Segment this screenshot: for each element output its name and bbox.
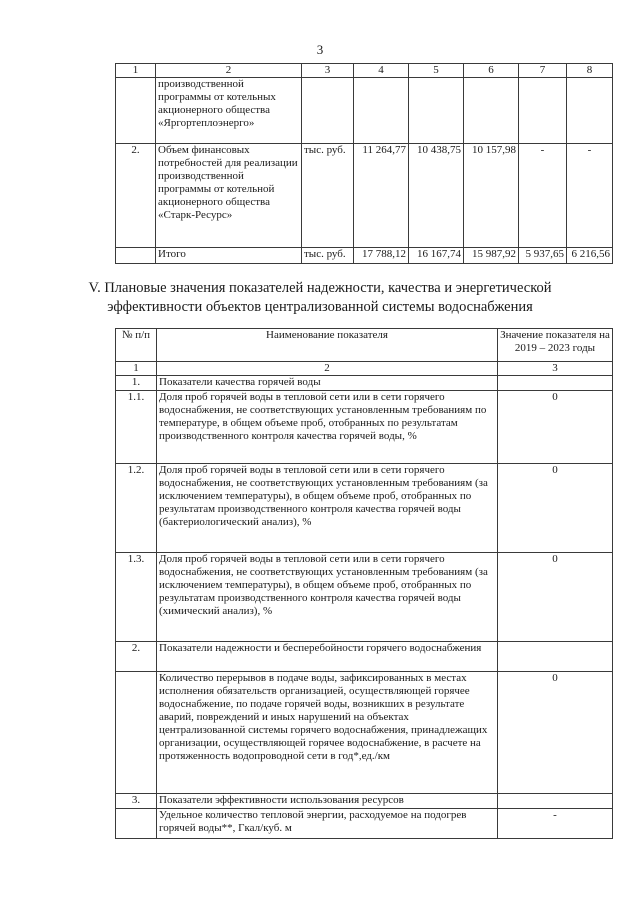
- row-name: Количество перерывов в подаче воды, зафиксированных в местах исполнения обязательств организацией, осуществляющей горячее водоснабжение, по подаче горячей воды, возникших в результате аварий, повреждений и иных нарушений на объектах централизованной системы горячего водоснабжения, принадлежащих организации, осуществляющей горячее водоснабжение, в расчете на протяженность водопроводной сети в год*,ед./км: [157, 672, 498, 794]
- row-value: 0: [498, 391, 613, 464]
- row-number: 1.3.: [116, 553, 157, 642]
- section-title-line-1: V. Плановые значения показателей надежности, качества и энергетической: [88, 280, 552, 296]
- table1-head-8: 8: [567, 64, 613, 78]
- subhead-1: 1: [116, 362, 157, 376]
- row-number: [116, 78, 156, 144]
- row-value-8: -: [567, 144, 613, 248]
- table1-head-7: 7: [519, 64, 567, 78]
- row-name: Доля проб горячей воды в тепловой сети или в сети горячего водоснабжения, не соответствующих установленным требованиям (за исключением температуры), в общем объеме проб, отобранных по результатам производственного контроля качества горячей воды (химический анализ), %: [157, 553, 498, 642]
- row-value-6: 15 987,92: [464, 248, 519, 264]
- row-unit: тыс. руб.: [302, 248, 354, 264]
- row-unit: тыс. руб.: [302, 144, 354, 248]
- row-value-5: [409, 78, 464, 144]
- indicators-table: [115, 328, 613, 839]
- subhead-3: 3: [498, 362, 613, 376]
- table-row: [116, 464, 613, 553]
- table1-head-4: 4: [354, 64, 409, 78]
- row-number: 3.: [116, 794, 157, 809]
- table-row: [116, 794, 613, 809]
- row-value-6: 10 157,98: [464, 144, 519, 248]
- section-title-line-2: эффективности объектов централизованной системы водоснабжения: [107, 299, 533, 315]
- row-name: Показатели качества горячей воды: [157, 376, 498, 391]
- table-row: [116, 78, 613, 144]
- row-value: 0: [498, 553, 613, 642]
- page-number: 3: [316, 42, 324, 57]
- head-number: № п/п: [116, 329, 157, 362]
- row-value: [498, 642, 613, 672]
- table1-head-1: 1: [116, 64, 156, 78]
- row-name: Показатели эффективности использования ресурсов: [157, 794, 498, 809]
- row-value-5: 16 167,74: [409, 248, 464, 264]
- row-name: Показатели надежности и бесперебойности горячего водоснабжения: [157, 642, 498, 672]
- row-value-4: 11 264,77: [354, 144, 409, 248]
- row-unit: [302, 78, 354, 144]
- row-value-7: [519, 78, 567, 144]
- table1-head-3: 3: [302, 64, 354, 78]
- row-name: Удельное количество тепловой энергии, расходуемое на подогрев горячей воды**, Гкал/куб. м: [157, 809, 498, 839]
- row-number: 1.1.: [116, 391, 157, 464]
- row-value-8: [567, 78, 613, 144]
- table-row: [116, 144, 613, 248]
- row-name: производственной программы от котельных акционерного общества «Яргортеплоэнерго»: [156, 78, 302, 144]
- head-indicator-value: Значение показателя на 2019 – 2023 годы: [498, 329, 613, 362]
- row-value-4: 17 788,12: [354, 248, 409, 264]
- table1-head-2: 2: [156, 64, 302, 78]
- table1-header-row: [116, 64, 613, 78]
- table1-head-5: 5: [409, 64, 464, 78]
- head-indicator-name: Наименование показателя: [157, 329, 498, 362]
- row-number: [116, 672, 157, 794]
- row-value-6: [464, 78, 519, 144]
- section-title: [0, 279, 640, 317]
- row-value-4: [354, 78, 409, 144]
- row-number: 1.2.: [116, 464, 157, 553]
- row-value-7: 5 937,65: [519, 248, 567, 264]
- table-row: [116, 642, 613, 672]
- table2-subheader-row: [116, 362, 613, 376]
- table-row: [116, 809, 613, 839]
- row-value: [498, 794, 613, 809]
- table-row: [116, 553, 613, 642]
- table1-head-6: 6: [464, 64, 519, 78]
- row-name: Доля проб горячей воды в тепловой сети или в сети горячего водоснабжения, не соответствующих установленным требованиям (за исключением температуры), в общем объеме проб, отобранных по результатам производственного контроля качества горячей воды (бактериологический анализ), %: [157, 464, 498, 553]
- table-row: [116, 376, 613, 391]
- row-value-7: -: [519, 144, 567, 248]
- row-value: -: [498, 809, 613, 839]
- row-value-8: 6 216,56: [567, 248, 613, 264]
- table-row: [116, 672, 613, 794]
- row-value: 0: [498, 672, 613, 794]
- row-value: 0: [498, 464, 613, 553]
- row-number: 2.: [116, 642, 157, 672]
- row-number: [116, 248, 156, 264]
- row-number: [116, 809, 157, 839]
- row-number: 2.: [116, 144, 156, 248]
- row-name: Итого: [156, 248, 302, 264]
- row-number: 1.: [116, 376, 157, 391]
- table2-header-row: [116, 329, 613, 362]
- financial-needs-table: [115, 63, 613, 264]
- row-value-5: 10 438,75: [409, 144, 464, 248]
- subhead-2: 2: [157, 362, 498, 376]
- table-row: [116, 248, 613, 264]
- row-value: [498, 376, 613, 391]
- row-name: Доля проб горячей воды в тепловой сети или в сети горячего водоснабжения, не соответствующих установленным требованиям по температуре, в общем объеме проб, отобранных по результатам производственного контроля качества горячей воды, %: [157, 391, 498, 464]
- table-row: [116, 391, 613, 464]
- row-name: Объем финансовых потребностей для реализации производственной программы от котельной акционерного общества «Старк-Ресурс»: [156, 144, 302, 248]
